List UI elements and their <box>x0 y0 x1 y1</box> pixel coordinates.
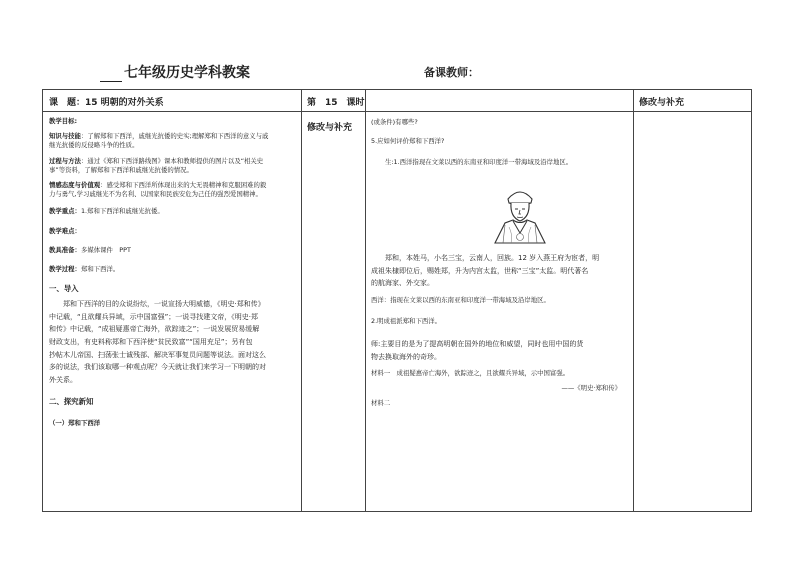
intro-line: 和传》中记载，“成祖疑惠帝亡海外，欲踪迹之”；一说发展贸易缓解 <box>49 325 260 334</box>
process-block <box>49 157 299 166</box>
process-label: 过程与方法 <box>49 156 81 165</box>
subsection-zhenghe: （一）郑和下西洋 <box>49 419 101 428</box>
teacher-label-text: 备课教师： <box>424 66 479 79</box>
page-title <box>100 62 250 82</box>
point-line: 2.明成祖派郑和下西洋。 <box>371 316 442 325</box>
intro-line: 郑和下西洋的目的众说纷纭，一说宣扬大明威德，《明史·郑和传》 <box>49 300 265 309</box>
key-text: 1.郑和下西洋和戚继光抗倭。 <box>80 207 164 216</box>
key-label: 教学重点： <box>49 207 81 216</box>
mid-supplement: 修改与补充 <box>307 123 353 133</box>
xiyang-definition: 西洋：指现在文莱以西的东南亚和印度洋一带海域及沿岸地区。 <box>371 295 550 304</box>
knowledge-line: ：了解郑和下西洋，戚继光抗倭的史实;理解郑和下西洋的意义与戚 <box>80 132 269 141</box>
teacher-label <box>424 64 513 80</box>
question-line: (或条件)有哪些? <box>371 118 418 126</box>
material-one: 材料一 成祖疑惠帝亡海外，欲踪迹之，且欲耀兵异域，示中国富强。 <box>371 369 570 378</box>
emotion-line: ：感受郑和下西洋所体现出来的大无畏精神和克服困难的毅 <box>100 181 267 190</box>
bio-line: 的航海家、外交家。 <box>371 279 434 288</box>
col-divider-3 <box>633 90 634 511</box>
zhenghe-portrait-icon <box>491 181 549 245</box>
goals-title: 教学目标: <box>49 117 78 125</box>
knowledge-label: 知识与技能 <box>49 132 81 141</box>
section-explore-heading: 二、探究新知 <box>49 397 94 407</box>
header-row-divider <box>43 111 751 112</box>
bio-line: 成祖朱棣即位后，赐姓郑，升为内宫太监，世称“三宝”太监。明代著名 <box>371 266 589 275</box>
title-underline <box>100 67 122 82</box>
intro-line: 财政支出，有史料称郑和下西洋使“贫民致富”“国用充足”；另有包 <box>49 338 253 347</box>
intro-line: 外关系。 <box>49 375 77 384</box>
title-text: 七年级历史学科教案 <box>124 65 250 81</box>
difficulty-label: 教学难点： <box>49 226 81 235</box>
bio-block <box>371 252 629 408</box>
emotion-label: 情感态度与价值观 <box>49 181 101 190</box>
key-point <box>49 207 299 216</box>
emotion-line: 力与勇气,学习戚继光不为名利、以国家和民族安危为己任的强烈爱国精神。 <box>49 190 262 199</box>
process-line: ：通过《郑和下西洋路线图》课本和教师提供的图片以及“相关史 <box>80 156 264 165</box>
question-line: 5.应如何评价郑和下西洋? <box>371 137 445 146</box>
section-intro-heading: 一、导入 <box>49 284 79 294</box>
intro-line: 中记载，“且欲耀兵异域，示中国富强”；一说寻找建文帝，《明史·郑 <box>49 312 258 321</box>
knowledge-line: 继光抗倭的反侵略斗争的性质。 <box>49 141 139 150</box>
supplement-header: 修改与补充 <box>639 98 685 108</box>
right-content <box>371 118 629 168</box>
process-line: 事”等资料，了解郑和下西洋和戚继光抗倭的情况。 <box>49 165 193 174</box>
teacher-line: 物去换取海外的奇珍。 <box>371 352 441 361</box>
process2-text: 郑和下西洋。 <box>80 265 120 274</box>
process2-label: 教学过程： <box>49 265 81 274</box>
teacher-line: 师:主要目的是为了提高明朝在国外的地位和威望，同时也用中国的货 <box>371 340 584 349</box>
intro-line: 多的说法，我们该取哪一种观点呢？今天就让我们来学习一下明朝的对 <box>49 363 266 372</box>
material-one-source: ——《明史·郑和传》 <box>561 383 621 392</box>
intro-line: 抄帖木儿帝国、扫荡张士诚残部、解决军事复员问题等说法。面对这么 <box>49 350 266 359</box>
col-divider-1 <box>301 90 302 511</box>
col-divider-2 <box>365 90 366 511</box>
prep-label: 教具准备： <box>49 245 81 254</box>
process2-row <box>49 265 299 274</box>
emotion-block <box>49 181 299 190</box>
lesson-cell: 第 15 课时 <box>307 98 365 108</box>
prep-row <box>49 246 299 255</box>
left-content <box>49 117 299 429</box>
topic-cell: 课 题：15 明朝的对外关系 <box>49 98 164 108</box>
answer-line: 生:1.西洋指现在文莱以西的东南亚和印度洋一带海域及沿岸地区。 <box>385 158 573 167</box>
bio-line: 郑和，本姓马，小名三宝，云南人，回族。12 岁入燕王府为宦者，明 <box>371 254 600 262</box>
lesson-table <box>42 89 752 512</box>
material-two: 材料二 <box>371 398 391 407</box>
prep-text: 多媒体课件 PPT <box>80 245 131 254</box>
